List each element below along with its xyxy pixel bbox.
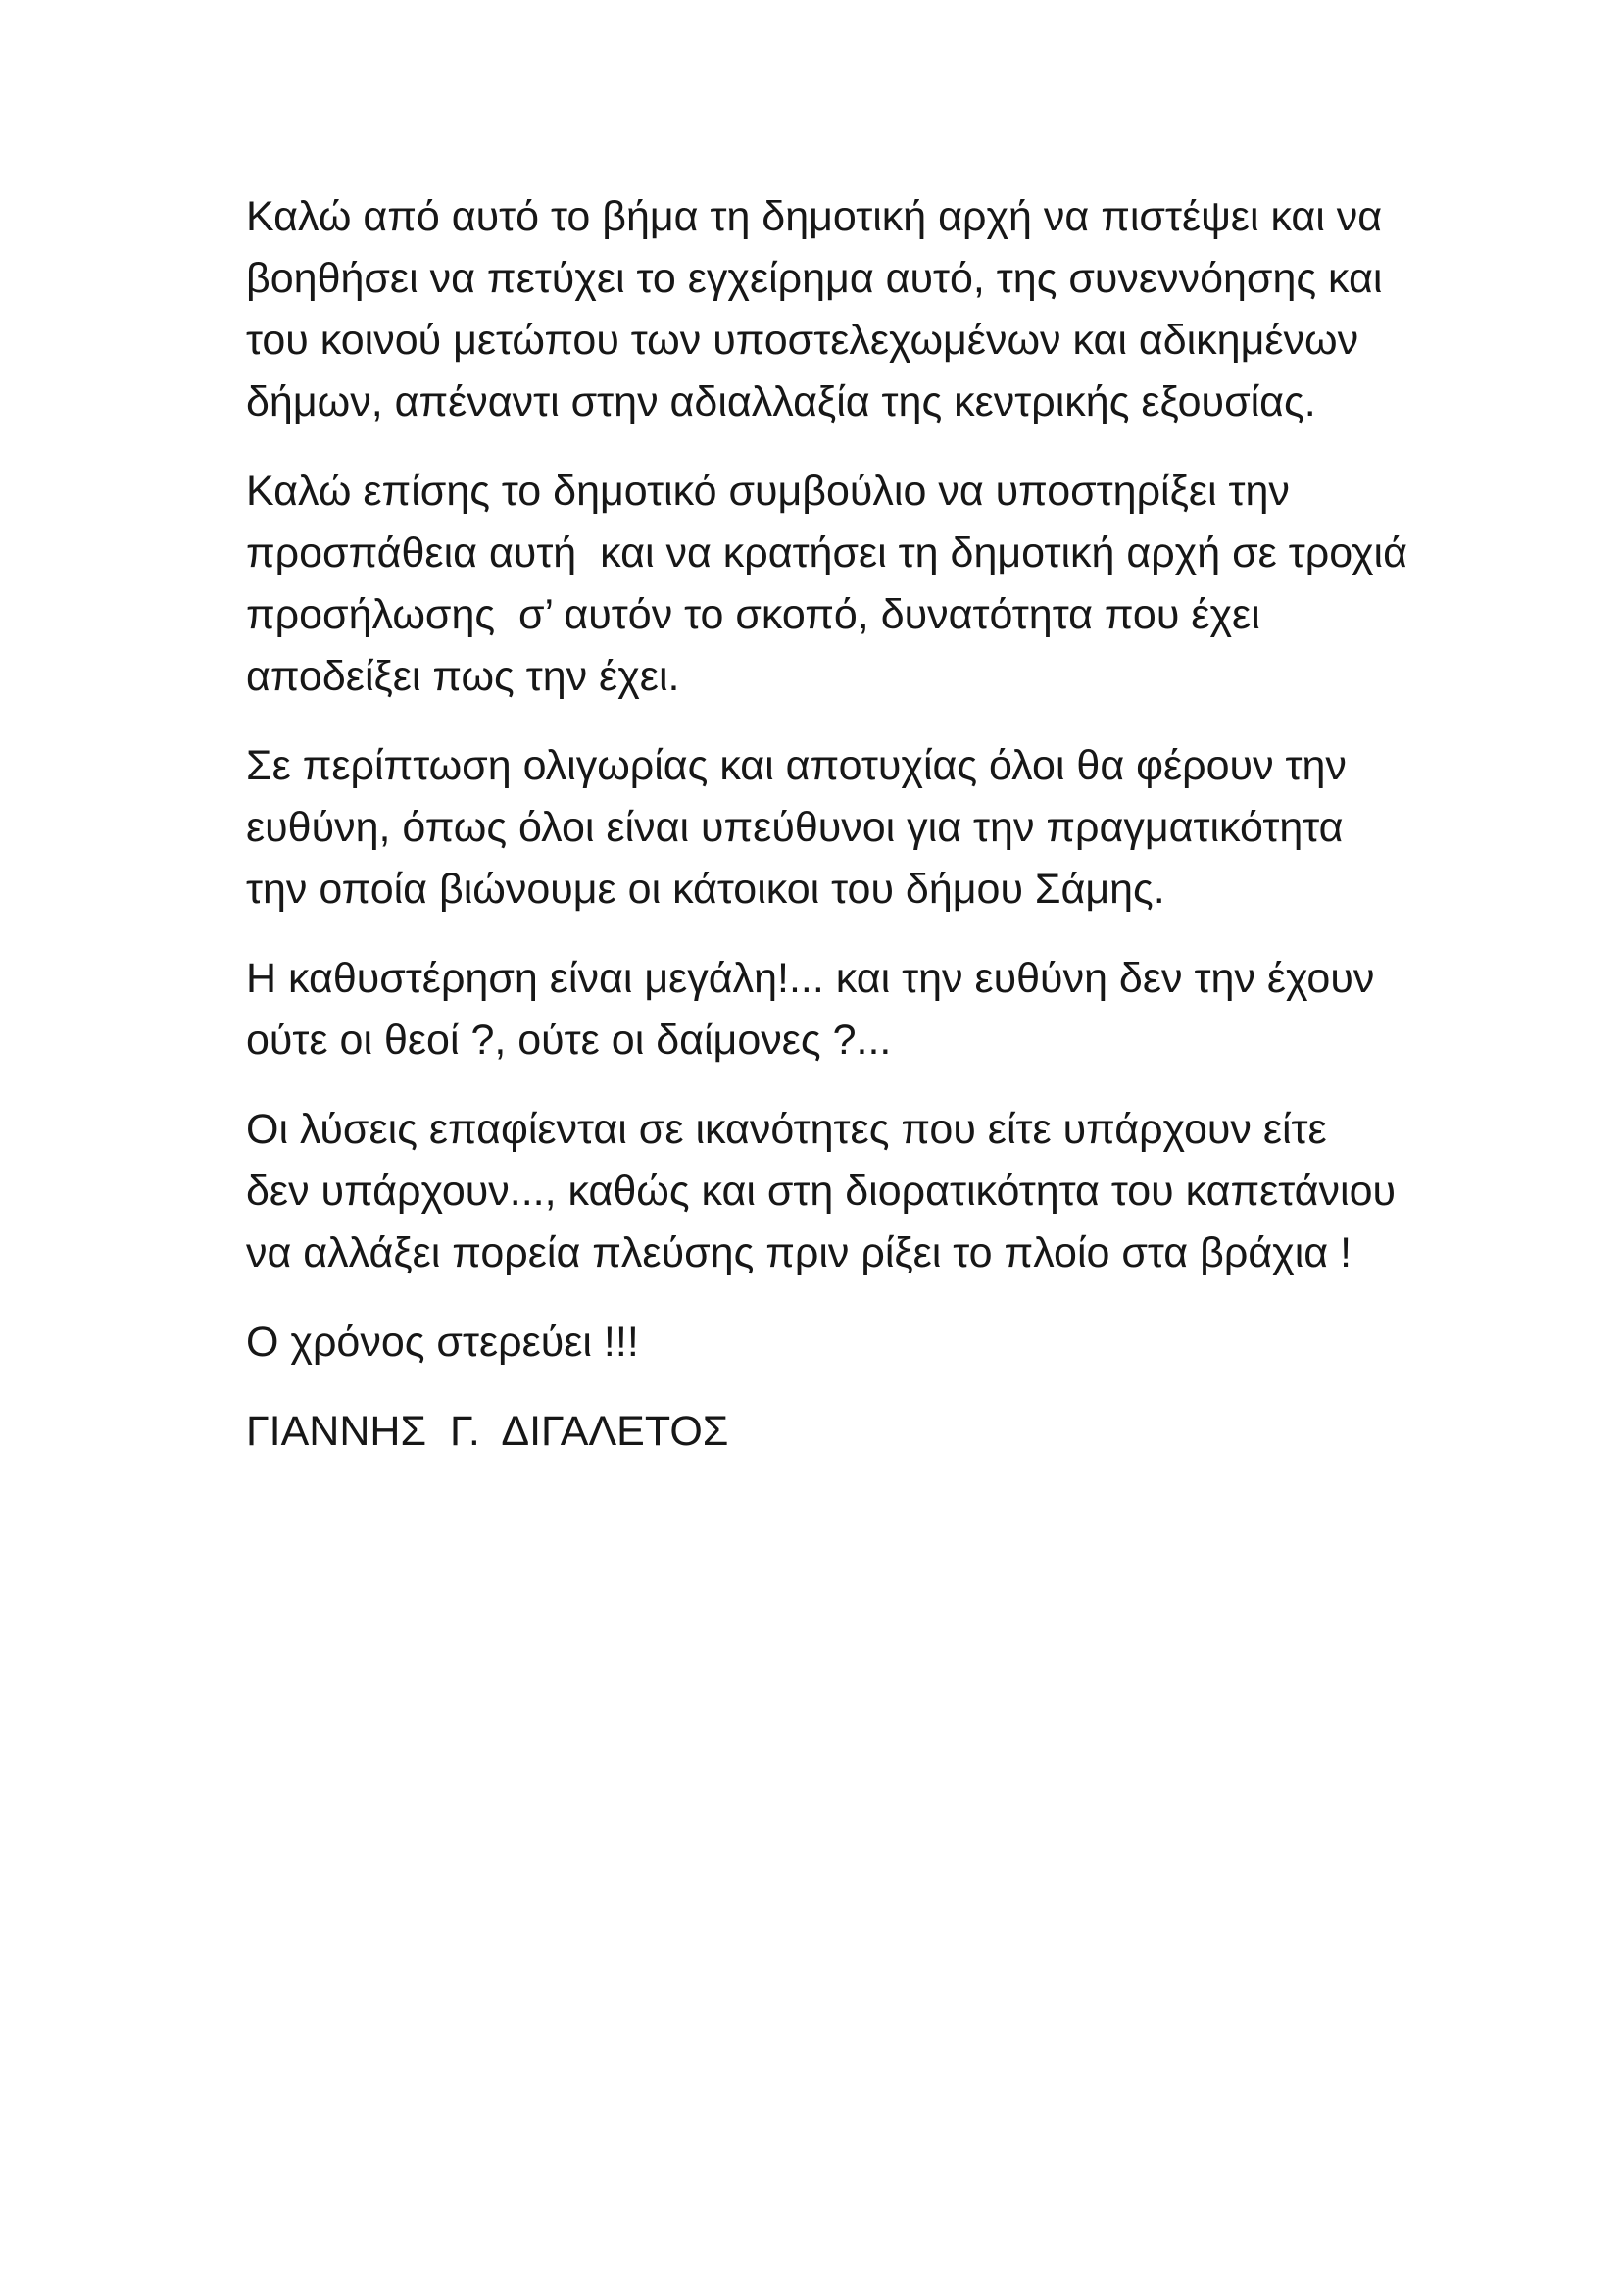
text-line: Καλώ από αυτό το βήμα τη δημοτική αρχή να πιστέψει και να — [246, 193, 1383, 240]
signature-line: ΓΙΑΝΝΗΣ Γ. ΔΙΓΑΛΕΤΟΣ — [246, 1408, 729, 1455]
text-line: προσπάθεια αυτή και να κρατήσει τη δημοτική αρχή σε τροχιά — [246, 529, 1407, 576]
text-line: την οποία βιώνουμε οι κάτοικοι του δήμου Σάμης. — [246, 866, 1165, 913]
paragraph-responsibility — [246, 735, 1398, 921]
text-line: ευθύνη, όπως όλοι είναι υπεύθυνοι για την πραγματικότητα — [246, 804, 1344, 851]
paragraph-solutions — [246, 1099, 1398, 1284]
text-line: Καλώ επίσης το δημοτικό συμβούλιο να υποστηρίξει την — [246, 468, 1290, 515]
text-line: προσήλωσης σ’ αυτόν το σκοπό, δυνατότητα που έχει — [246, 591, 1260, 638]
text-line: δήμων, απέναντι στην αδιαλλαξία της κεντρικής εξουσίας. — [246, 378, 1316, 425]
text-line: του κοινού μετώπου των υποστελεχωμένων και αδικημένων — [246, 317, 1359, 364]
text-line: βοηθήσει να πετύχει το εγχείρημα αυτό, της συνεννόησης και — [246, 255, 1383, 302]
text-line: δεν υπάρχουν..., καθώς και στη διορατικότητα του καπετάνιου — [246, 1168, 1397, 1215]
text-line: Η καθυστέρηση είναι μεγάλη!... και την ευθύνη δεν την έχουν — [246, 955, 1375, 1002]
paragraph-time-running-out — [246, 1312, 1398, 1373]
paragraph-delay — [246, 948, 1398, 1072]
text-line: Οι λύσεις επαφίενται σε ικανότητες που είτε υπάρχουν είτε — [246, 1106, 1327, 1153]
text-line: να αλλάξει πορεία πλεύσης πριν ρίξει το πλοίο στα βράχια ! — [246, 1229, 1352, 1276]
signature — [246, 1401, 1398, 1463]
text-line: ούτε οι θεοί ?, ούτε οι δαίμονες ?... — [246, 1017, 892, 1064]
paragraph-call-to-municipal-council — [246, 461, 1407, 708]
text-line: Σε περίπτωση ολιγωρίας και αποτυχίας όλοι θα φέρουν την — [246, 742, 1347, 789]
paragraph-call-to-municipal-authority — [246, 186, 1398, 433]
text-line: Ο χρόνος στερεύει !!! — [246, 1319, 639, 1366]
text-line: αποδείξει πως την έχει. — [246, 653, 680, 700]
